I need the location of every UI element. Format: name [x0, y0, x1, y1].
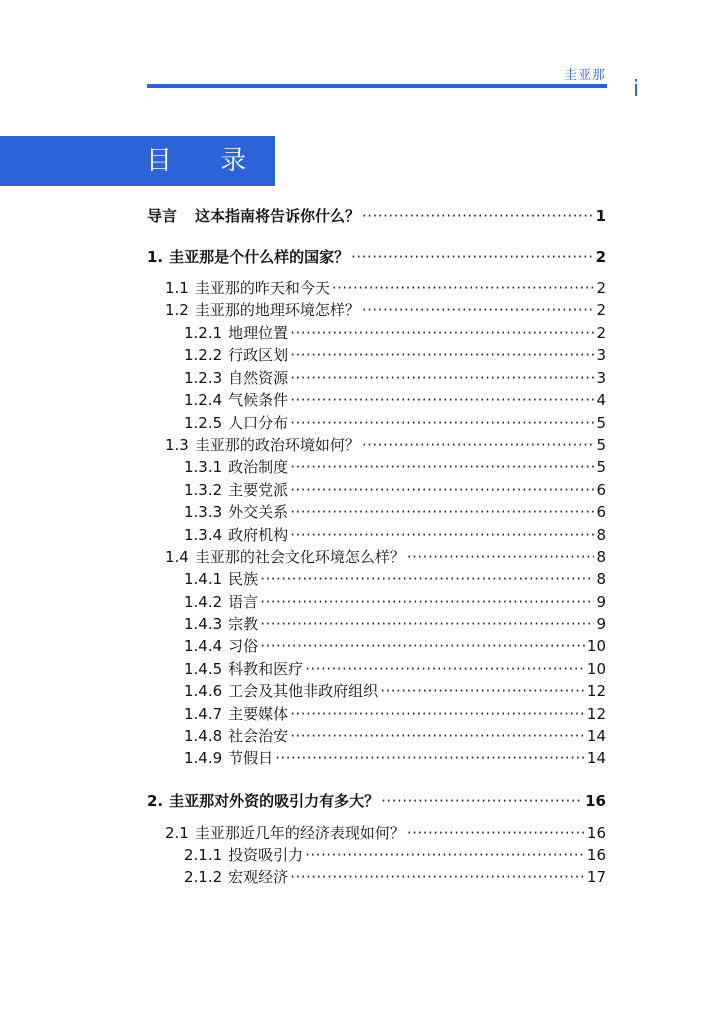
entry-number: 1.3.1: [184, 458, 223, 476]
dot-leader: [381, 791, 583, 811]
toc-entry-1-4-3[interactable]: [184, 614, 606, 634]
dot-leader: [407, 547, 595, 567]
entry-title: 外交关系: [228, 503, 289, 521]
entry-page: 14: [586, 749, 606, 767]
entry-number: 1.2.2: [184, 346, 223, 364]
running-head: 圭亚那: [563, 68, 606, 83]
entry-number: 1.4.5: [184, 660, 223, 678]
entry-title: 政治制度: [228, 458, 289, 476]
toc-entry-1-4-6[interactable]: [184, 681, 606, 701]
entry-page: 1: [595, 207, 606, 225]
entry-title: 这本指南将告诉你什么？: [195, 207, 361, 225]
entry-page: 5: [596, 458, 606, 476]
entry-title: 宏观经济: [228, 868, 289, 886]
entry-number: 1.4.2: [184, 593, 223, 611]
dot-leader: [290, 323, 594, 343]
entry-number: 1.: [147, 248, 164, 266]
entry-page: 2: [596, 301, 606, 319]
entry-page: 4: [596, 391, 606, 409]
dot-leader: [290, 867, 585, 887]
dot-leader: [290, 390, 594, 410]
entry-page: 2: [596, 324, 606, 342]
toc-entry-1-4-4[interactable]: [184, 636, 606, 656]
toc-entry-1-4-8[interactable]: [184, 726, 606, 746]
entry-number: 1.2.3: [184, 369, 223, 387]
entry-page: 5: [596, 414, 606, 432]
toc-entry-chapter-1[interactable]: [147, 247, 606, 267]
entry-title: 社会治安: [228, 727, 289, 745]
entry-page: 8: [596, 548, 606, 566]
entry-number: 1.4.7: [184, 705, 223, 723]
entry-page: 5: [596, 436, 606, 454]
dot-leader: [290, 368, 594, 388]
entry-title: 科教和医疗: [228, 660, 304, 678]
entry-title: 圭亚那的政治环境如何？: [194, 436, 360, 454]
entry-title: 圭亚那是个什么样的国家？: [169, 248, 350, 266]
entry-page: 10: [586, 660, 606, 678]
entry-number: 1.4.1: [184, 570, 223, 588]
entry-number: 2.: [147, 792, 164, 810]
toc-entry-1-4-5[interactable]: [184, 659, 606, 679]
dot-leader: [260, 636, 585, 656]
entry-number: 2.1: [165, 824, 189, 842]
dot-leader: [290, 345, 594, 365]
entry-number: 1.4.9: [184, 749, 223, 767]
entry-number: 1.2.1: [184, 324, 223, 342]
toc-entry-1-4-7[interactable]: [184, 704, 606, 724]
toc-entry-1-3-3[interactable]: [184, 502, 606, 522]
entry-page: 10: [586, 637, 606, 655]
entry-title: 圭亚那近几年的经济表现如何？: [194, 824, 405, 842]
dot-leader: [290, 413, 594, 433]
entry-number: 1.2.4: [184, 391, 223, 409]
entry-number: 1.3: [165, 436, 189, 454]
entry-number: 1.3.2: [184, 481, 223, 499]
entry-number: 导言: [147, 207, 178, 225]
entry-page: 17: [586, 868, 606, 886]
dot-leader: [362, 300, 595, 320]
entry-page: 14: [586, 727, 606, 745]
toc-entry-1-3-2[interactable]: [184, 480, 606, 500]
entry-page: 12: [586, 682, 606, 700]
entry-title: 节假日: [228, 749, 274, 767]
dot-leader: [260, 569, 594, 589]
entry-page: 16: [586, 824, 606, 842]
entry-number: 1.3.3: [184, 503, 223, 521]
entry-number: 1.3.4: [184, 526, 223, 544]
entry-page: 12: [586, 705, 606, 723]
toc-entry-1-2-3[interactable]: [184, 368, 606, 388]
toc-entry-1-2[interactable]: [165, 300, 606, 320]
toc-entry-1-4[interactable]: [165, 547, 606, 567]
entry-page: 2: [595, 248, 606, 266]
entry-title: 民族: [228, 570, 259, 588]
entry-page: 6: [596, 481, 606, 499]
entry-number: 1.1: [165, 279, 189, 297]
dot-leader: [362, 435, 595, 455]
dot-leader: [290, 502, 594, 522]
dot-leader: [380, 681, 585, 701]
toc-entry-intro[interactable]: [147, 206, 606, 226]
entry-number: 1.4.8: [184, 727, 223, 745]
entry-title: 政府机构: [228, 526, 289, 544]
toc-entry-1-2-1[interactable]: [184, 323, 606, 343]
dot-leader: [351, 247, 593, 267]
toc-entry-1-2-5[interactable]: [184, 413, 606, 433]
dot-leader: [290, 525, 594, 545]
dot-leader: [260, 614, 594, 634]
page-number: i: [633, 77, 640, 102]
entry-title: 自然资源: [228, 369, 289, 387]
entry-title: 习俗: [228, 637, 259, 655]
entry-title: 气候条件: [228, 391, 289, 409]
entry-number: 1.2.5: [184, 414, 223, 432]
entry-title: 宗教: [228, 615, 259, 633]
toc-entry-1-2-2[interactable]: [184, 345, 606, 365]
toc-entry-chapter-2[interactable]: [147, 791, 606, 811]
entry-title: 工会及其他非政府组织: [228, 682, 379, 700]
dot-leader: [290, 480, 594, 500]
entry-page: 6: [596, 503, 606, 521]
dot-leader: [362, 206, 594, 226]
entry-page: 8: [596, 570, 606, 588]
toc-entry-1-3-4[interactable]: [184, 525, 606, 545]
dot-leader: [290, 704, 585, 724]
toc-entry-1-4-2[interactable]: [184, 592, 606, 612]
dot-leader: [260, 592, 594, 612]
dot-leader: [290, 726, 585, 746]
toc-entry-2-1-1[interactable]: [184, 845, 606, 865]
entry-page: 3: [596, 346, 606, 364]
entry-page: 9: [596, 593, 606, 611]
entry-number: 1.4.6: [184, 682, 223, 700]
dot-leader: [275, 748, 585, 768]
entry-title: 行政区划: [228, 346, 289, 364]
entry-title: 圭亚那的昨天和今天: [194, 279, 330, 297]
toc-title: 目 录: [146, 146, 267, 176]
entry-page: 16: [586, 846, 606, 864]
dot-leader: [332, 278, 595, 298]
entry-title: 主要党派: [228, 481, 289, 499]
entry-number: 1.4: [165, 548, 189, 566]
toc-entry-2-1-2[interactable]: [184, 867, 606, 887]
entry-number: 1.2: [165, 301, 189, 319]
entry-page: 2: [596, 279, 606, 297]
entry-title: 主要媒体: [228, 705, 289, 723]
entry-title: 地理位置: [228, 324, 289, 342]
entry-title: 圭亚那的社会文化环境怎么样？: [194, 548, 405, 566]
entry-title: 投资吸引力: [228, 846, 304, 864]
entry-number: 2.1.1: [184, 846, 223, 864]
toc-entry-2-1[interactable]: [165, 823, 606, 843]
dot-leader: [290, 457, 594, 477]
toc-entry-1-1[interactable]: [165, 278, 606, 298]
entry-page: 8: [596, 526, 606, 544]
entry-page: 3: [596, 369, 606, 387]
toc-entry-1-2-4[interactable]: [184, 390, 606, 410]
dot-leader: [407, 823, 585, 843]
entry-title: 人口分布: [228, 414, 289, 432]
toc-entry-1-3-1[interactable]: [184, 457, 606, 477]
dot-leader: [305, 659, 585, 679]
entry-page: 9: [596, 615, 606, 633]
entry-number: 2.1.2: [184, 868, 223, 886]
entry-title: 圭亚那的地理环境怎样？: [194, 301, 360, 319]
toc-entry-1-4-9[interactable]: [184, 748, 606, 768]
entry-title: 语言: [228, 593, 259, 611]
dot-leader: [305, 845, 585, 865]
toc-entry-1-4-1[interactable]: [184, 569, 606, 589]
entry-title: 圭亚那对外资的吸引力有多大？: [169, 792, 380, 810]
entry-number: 1.4.4: [184, 637, 223, 655]
entry-page: 16: [585, 792, 606, 810]
entry-number: 1.4.3: [184, 615, 223, 633]
toc-entry-1-3[interactable]: [165, 435, 606, 455]
